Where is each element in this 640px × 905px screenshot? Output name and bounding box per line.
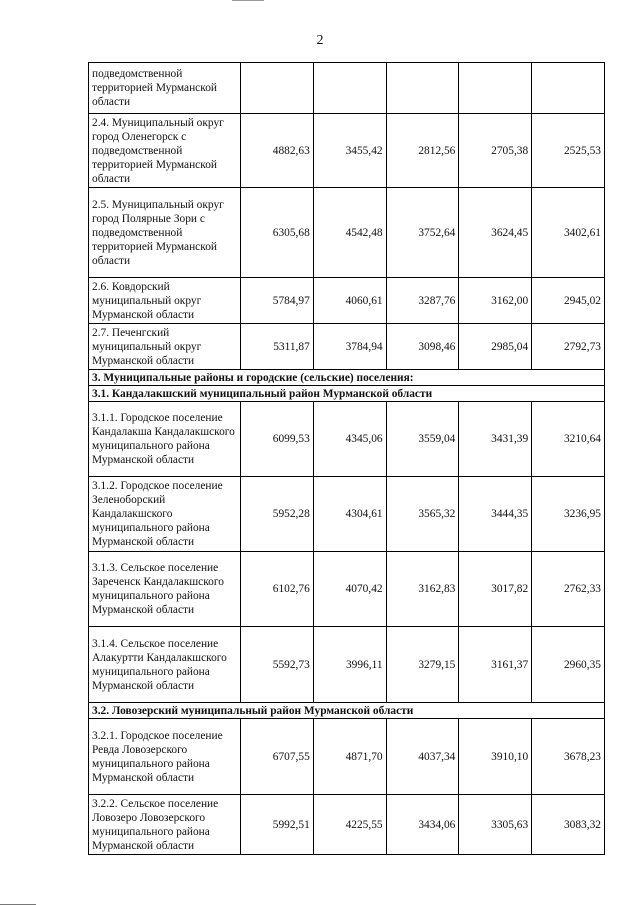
table-row xyxy=(89,188,605,278)
municipality-name-cell: 3.1.3. Сельское поселение Зареченск Кандалакшского муниципального района Мурманской области xyxy=(89,552,241,627)
table-row xyxy=(89,114,605,188)
table-row xyxy=(89,627,605,703)
value-cell: 4542,48 xyxy=(313,188,386,278)
municipality-name-cell: 2.7. Печенгский муниципальный округ Мурманской области xyxy=(89,324,241,370)
table-row xyxy=(89,278,605,324)
value-cell: 5784,97 xyxy=(241,278,314,324)
value-cell: 4882,63 xyxy=(241,114,314,188)
table-body xyxy=(89,63,605,855)
table-row xyxy=(89,795,605,855)
value-cell: 4070,42 xyxy=(313,552,386,627)
value-cell: 2985,04 xyxy=(459,324,532,370)
section-heading: 3.2. Ловозерский муниципальный район Мурманской области xyxy=(89,703,605,719)
value-cell: 3162,00 xyxy=(459,278,532,324)
value-cell: 3161,37 xyxy=(459,627,532,703)
value-cell: 4345,06 xyxy=(313,402,386,477)
table-row xyxy=(89,402,605,477)
section-heading: 3. Муниципальные районы и городские (сельские) поселения: xyxy=(89,370,605,386)
value-cell: 2945,02 xyxy=(532,278,605,324)
value-cell: 3910,10 xyxy=(459,719,532,795)
value-cell: 5952,28 xyxy=(241,477,314,552)
municipality-name-cell: 3.1.4. Сельское поселение Алакуртти Кандалакшского муниципального района Мурманской области xyxy=(89,627,241,703)
table-row xyxy=(89,719,605,795)
value-cell: 3559,04 xyxy=(386,402,459,477)
value-cell: 3402,61 xyxy=(532,188,605,278)
value-cell: 3678,23 xyxy=(532,719,605,795)
section-row xyxy=(89,370,605,386)
value-cell: 4225,55 xyxy=(313,795,386,855)
value-cell: 3162,83 xyxy=(386,552,459,627)
value-cell: 6305,68 xyxy=(241,188,314,278)
municipality-name-cell: подведомственной территорией Мурманской области xyxy=(89,63,241,114)
value-cell xyxy=(459,63,532,114)
value-cell: 4304,61 xyxy=(313,477,386,552)
municipality-name-cell: 3.1.1. Городское поселение Кандалакша Кандалакшского муниципального района Мурманской области xyxy=(89,402,241,477)
table-row xyxy=(89,552,605,627)
value-cell: 3431,39 xyxy=(459,402,532,477)
municipality-name-cell: 3.2.1. Городское поселение Ревда Ловозерского муниципального района Мурманской области xyxy=(89,719,241,795)
value-cell: 4037,34 xyxy=(386,719,459,795)
table-row xyxy=(89,63,605,114)
value-cell: 3996,11 xyxy=(313,627,386,703)
value-cell: 2960,35 xyxy=(532,627,605,703)
section-heading: 3.1. Кандалакшский муниципальный район Мурманской области xyxy=(89,386,605,402)
value-cell: 3624,45 xyxy=(459,188,532,278)
value-cell: 2762,33 xyxy=(532,552,605,627)
table-row xyxy=(89,477,605,552)
value-cell: 6099,53 xyxy=(241,402,314,477)
value-cell: 3444,35 xyxy=(459,477,532,552)
municipality-name-cell: 3.1.2. Городское поселение Зеленоборский Кандалакшского муниципального района Мурманской области xyxy=(89,477,241,552)
value-cell: 3287,76 xyxy=(386,278,459,324)
value-cell: 2792,73 xyxy=(532,324,605,370)
value-cell: 3083,32 xyxy=(532,795,605,855)
municipality-name-cell: 3.2.2. Сельское поселение Ловозеро Ловозерского муниципального района Мурманской области xyxy=(89,795,241,855)
value-cell: 5311,87 xyxy=(241,324,314,370)
section-row xyxy=(89,703,605,719)
value-cell: 2705,38 xyxy=(459,114,532,188)
page-number: 2 xyxy=(316,33,324,48)
value-cell: 3565,32 xyxy=(386,477,459,552)
section-row xyxy=(89,386,605,402)
tariff-table xyxy=(88,62,605,855)
value-cell: 4871,70 xyxy=(313,719,386,795)
value-cell: 3455,42 xyxy=(313,114,386,188)
value-cell: 3098,46 xyxy=(386,324,459,370)
table-row xyxy=(89,324,605,370)
scan-edge-mark xyxy=(232,0,264,1)
value-cell: 2525,53 xyxy=(532,114,605,188)
value-cell: 3210,64 xyxy=(532,402,605,477)
municipality-name-cell: 2.6. Ковдорский муниципальный округ Мурманской области xyxy=(89,278,241,324)
value-cell xyxy=(532,63,605,114)
municipality-name-cell: 2.4. Муниципальный округ город Оленегорск с подведомственной территорией Мурманской области xyxy=(89,114,241,188)
value-cell: 6707,55 xyxy=(241,719,314,795)
value-cell xyxy=(241,63,314,114)
value-cell: 3752,64 xyxy=(386,188,459,278)
value-cell xyxy=(313,63,386,114)
value-cell: 3017,82 xyxy=(459,552,532,627)
value-cell: 5992,51 xyxy=(241,795,314,855)
value-cell: 2812,56 xyxy=(386,114,459,188)
value-cell: 3279,15 xyxy=(386,627,459,703)
municipality-name-cell: 2.5. Муниципальный округ город Полярные Зори с подведомственной территорией Мурманской области xyxy=(89,188,241,278)
value-cell xyxy=(386,63,459,114)
value-cell: 3236,95 xyxy=(532,477,605,552)
value-cell: 3305,63 xyxy=(459,795,532,855)
value-cell: 6102,76 xyxy=(241,552,314,627)
value-cell: 3434,06 xyxy=(386,795,459,855)
value-cell: 4060,61 xyxy=(313,278,386,324)
value-cell: 5592,73 xyxy=(241,627,314,703)
value-cell: 3784,94 xyxy=(313,324,386,370)
